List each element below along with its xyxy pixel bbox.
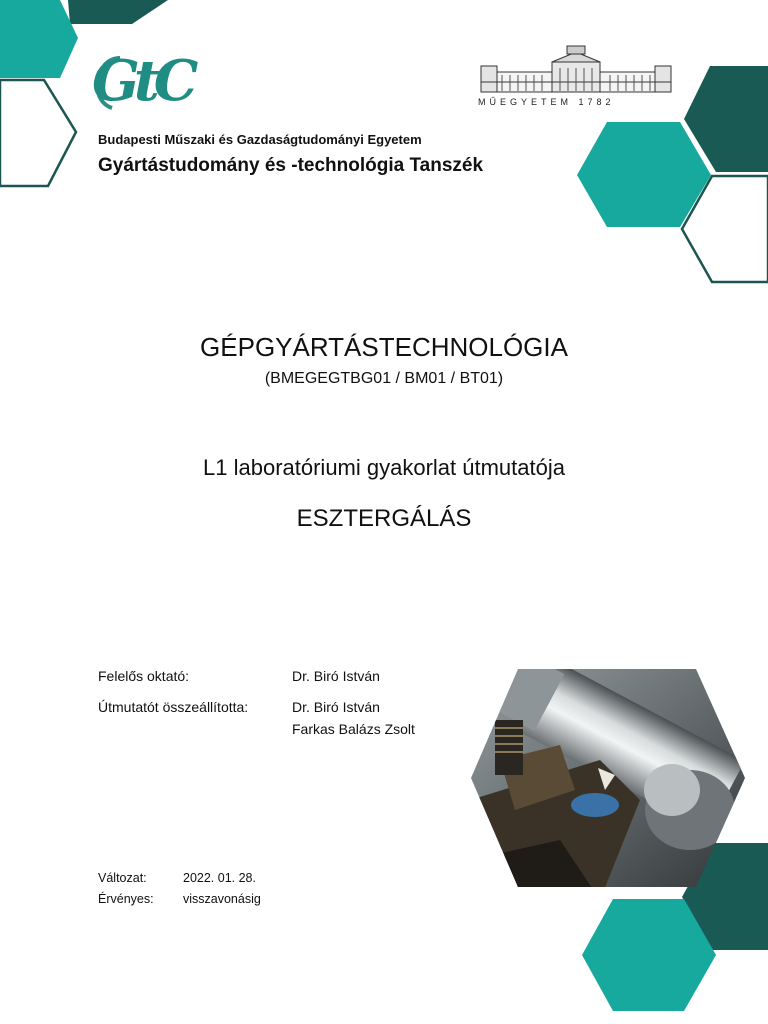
- version-value: 2022. 01. 28.: [183, 871, 256, 885]
- lab-subtitle: L1 laboratóriumi gyakorlat útmutatója: [203, 455, 565, 480]
- version-label: Változat:: [98, 871, 147, 885]
- compiled-name-1: Dr. Biró István: [292, 699, 380, 715]
- valid-value: visszavonásig: [183, 892, 261, 906]
- department-name: Gyártástudomány és -technológia Tanszék: [98, 155, 484, 176]
- bme-caption: MŰEGYETEM 1782: [478, 97, 615, 107]
- hexagon-outline-left: [0, 80, 76, 186]
- hexagon-teal-top-left: [0, 0, 78, 78]
- compiled-label: Útmutatót összeállította:: [98, 699, 249, 715]
- compiled-name-2: Farkas Balázs Zsolt: [292, 721, 415, 737]
- course-code: (BMEGEGTBG01 / BM01 / BT01): [264, 370, 504, 387]
- bme-building-icon: [481, 46, 671, 92]
- valid-label: Érvényes:: [98, 892, 154, 906]
- responsible-name: Dr. Biró István: [292, 668, 380, 684]
- responsible-label: Felelős oktató:: [98, 668, 190, 684]
- gtc-logo: GtC: [92, 48, 193, 114]
- hexagon-dark-top-left: [68, 0, 168, 24]
- main-title: ESZTERGÁLÁS: [296, 505, 472, 532]
- university-name: Budapesti Műszaki és Gazdaságtudományi Egyetem: [98, 132, 422, 147]
- course-title: GÉPGYÁRTÁSTECHNOLÓGIA: [200, 332, 568, 362]
